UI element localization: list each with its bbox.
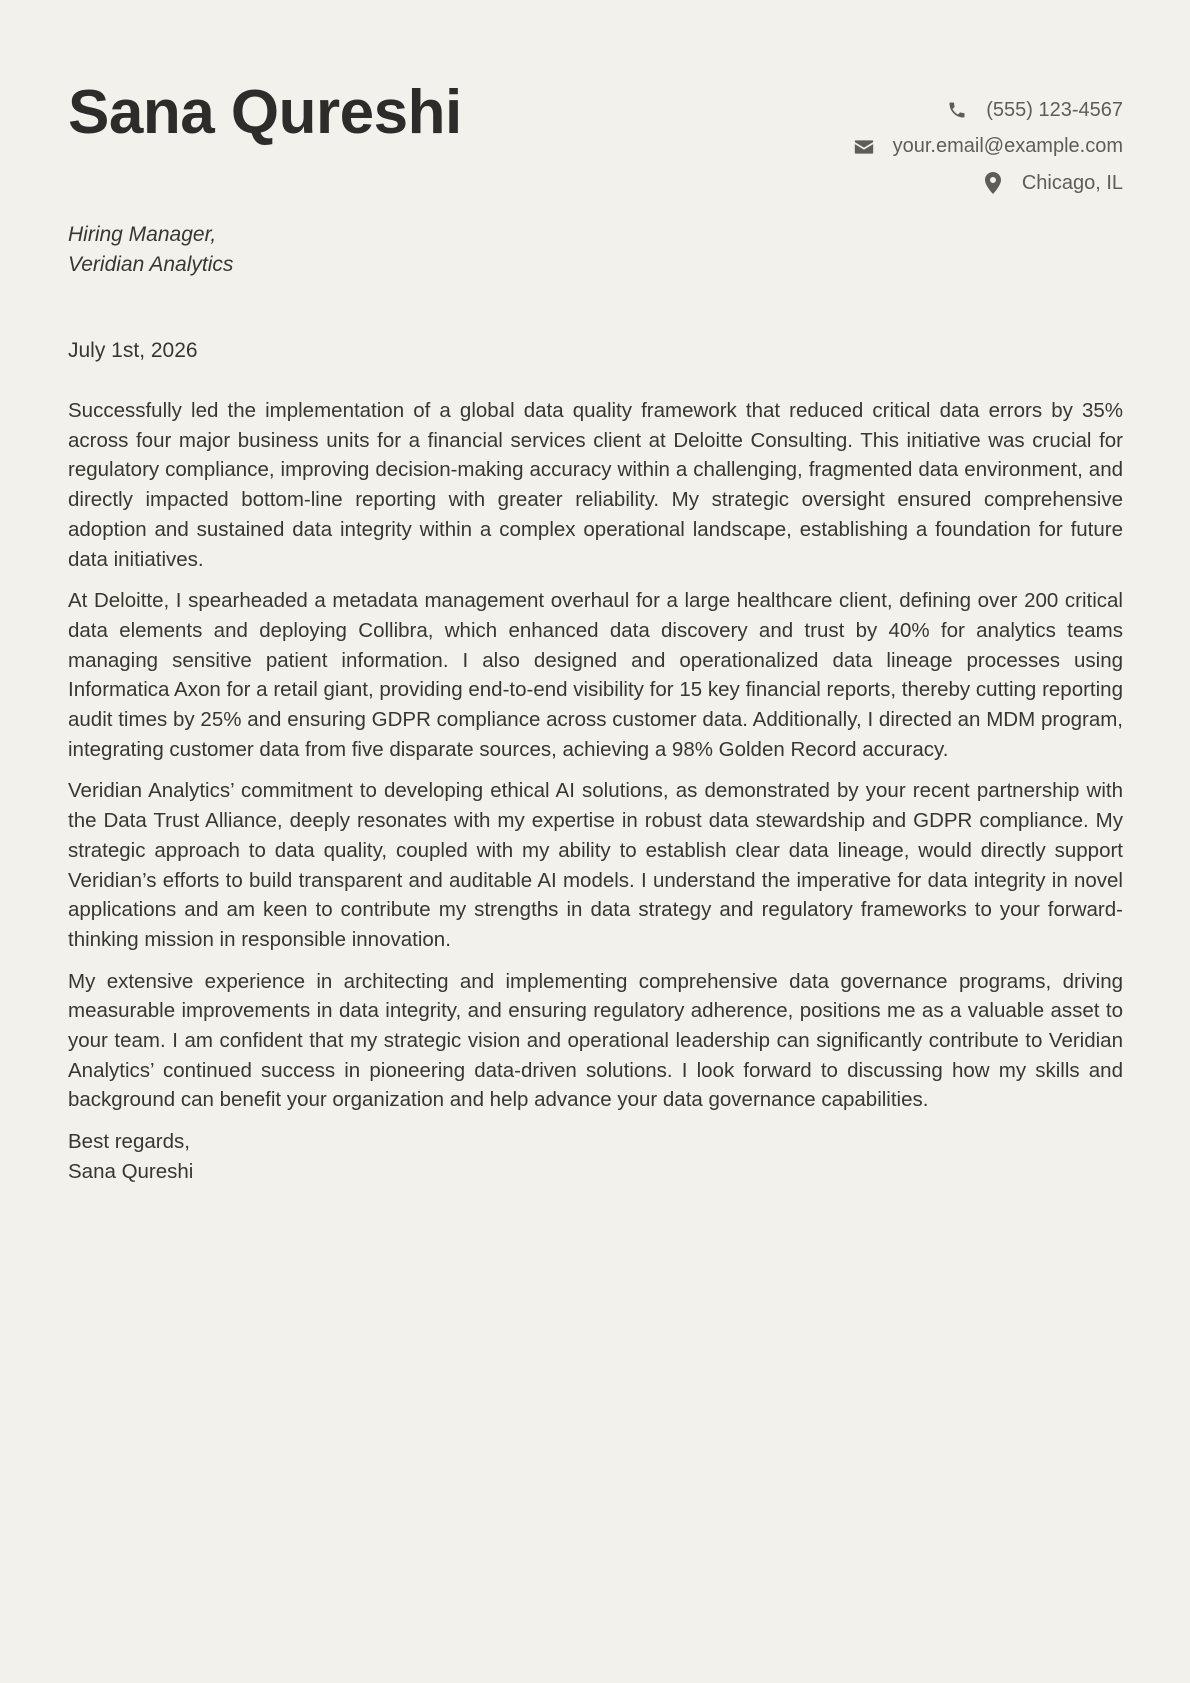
contact-phone-row (853, 92, 1123, 129)
recipient-company: Veridian Analytics (68, 253, 234, 276)
body-paragraph: Successfully led the implementation of a global data quality framework that reduced critical data errors by 35% across four major business units for a financial services client at Deloitte Consulting. This initiative was crucial for regulatory compliance, improving decision-making accuracy within a challenging, fragmented data environment, and directly impacted bottom-line reporting with greater reliability. My strategic oversight ensured comprehensive adoption and sustained data integrity within a complex operational landscape, establishing a foundation for future data initiatives. (68, 399, 1123, 571)
closing-block (68, 1127, 1123, 1186)
body-paragraph: Veridian Analytics’ commitment to developing ethical AI solutions, as demonstrated by your recent partnership with the Data Trust Alliance, deeply resonates with my expertise in robust data stewardship and GDPR compliance. My strategic approach to data quality, coupled with my ability to establish clear data lineage, would directly support Veridian’s efforts to build transparent and auditable AI models. I understand the imperative for data integrity in novel applications and am keen to contribute my strengths in data strategy and regulatory frameworks to your forward-thinking mission in responsible innovation. (68, 779, 1123, 951)
contact-block (853, 92, 1123, 202)
phone-icon (946, 99, 968, 121)
contact-phone: (555) 123-4567 (986, 98, 1123, 121)
applicant-name: Sana Qureshi (68, 78, 462, 147)
closing-signature: Sana Qureshi (68, 1159, 194, 1183)
envelope-icon (853, 136, 875, 158)
recipient-block (68, 220, 233, 280)
location-pin-icon (982, 172, 1004, 194)
contact-email[interactable]: your.email@example.com (892, 135, 1123, 158)
body-paragraph: My extensive experience in architecting and implementing comprehensive data governance programs, driving measurable improvements in data integrity, and ensuring regulatory adherence, positions me as a valuable asset to your team. I am confident that my strategic vision and operational leadership can significantly contribute to Veridian Analytics’ continued success in pioneering data-driven solutions. I look forward to discussing how my skills and background can benefit your organization and help advance your data governance capabilities. (68, 969, 1123, 1112)
letter-date: July 1st, 2026 (68, 339, 198, 362)
contact-location-row (853, 165, 1123, 202)
recipient-title: Hiring Manager, (68, 223, 217, 246)
letter-body (68, 396, 1123, 1187)
contact-location: Chicago, IL (1021, 171, 1123, 194)
body-paragraph: At Deloitte, I spearheaded a metadata management overhaul for a large healthcare client, defining over 200 critical data elements and deploying Collibra, which enhanced data discovery and trust by 40% for analytics teams managing sensitive patient information. I also designed and operationalized data lineage processes using Informatica Axon for a retail giant, providing end-to-end visibility for 15 key financial reports, thereby cutting reporting audit times by 25% and ensuring GDPR compliance across customer data. Additionally, I directed an MDM program, integrating customer data from five disparate sources, achieving a 98% Golden Record accuracy. (68, 589, 1123, 761)
closing-salutation: Best regards, (68, 1130, 190, 1154)
contact-email-row (853, 129, 1123, 166)
